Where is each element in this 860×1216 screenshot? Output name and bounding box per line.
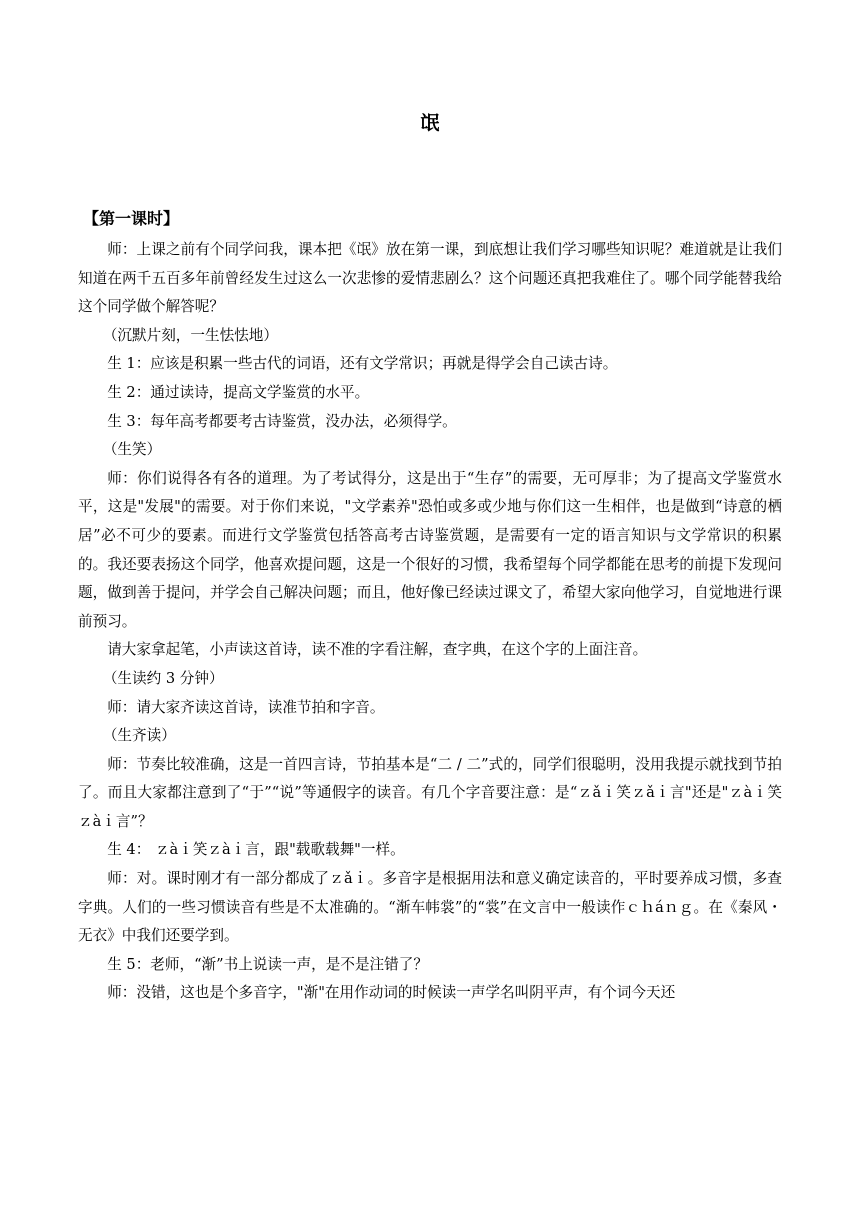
- paragraph: 师：你们说得各有各的道理。为了考试得分，这是出于“生存”的需要，无可厚非；为了提高文学鉴赏水平，这是"发展"的需要。对于你们来说，"文学素养"恐怕或多或少地与你们这一生相伴，也是做到“诗意的栖居”必不可少的要素。而进行文学鉴赏包括答高考古诗鉴赏题，是需要有一定的语言知识与文学常识的积累的。我还要表扬这个同学，他喜欢提问题，这是一个很好的习惯，我希望每个同学都能在思考的前提下发现问题，做到善于提问，并学会自己解决问题；而且，他好像已经读过课文了，希望大家向他学习，自觉地进行课前预习。: [78, 469, 782, 630]
- section-heading: 【第一课时】: [83, 209, 180, 228]
- paragraph: 生 4： ｚàｉ笑ｚàｉ言，跟"载歌载舞"一样。: [107, 841, 405, 859]
- document-body: [78, 236, 782, 1008]
- paragraph: 生 2：通过读诗，提高文学鉴赏的水平。: [107, 383, 370, 401]
- paragraph: （沉默片刻，一生怯怯地）: [102, 326, 278, 344]
- paragraph: 生 5：老师，“渐”书上说读一声，是不是注错了？: [107, 955, 428, 973]
- paragraph: 师：上课之前有个同学问我，课本把《氓》放在第一课，到底想让我们学习哪些知识呢？难道就是让我们知道在两千五百多年前曾经发生过这么一次悲惨的爱情悲剧么？这个问题还真把我难住了。哪个同学能替我给这个同学做个解答呢？: [78, 241, 782, 316]
- paragraph: 师：节奏比较准确，这是一首四言诗，节拍基本是“二 / 二”式的，同学们很聪明，没用我提示就找到节拍了。而且大家都注意到了“于”“说”等通假字的读音。有几个字音要注意：是“ｚǎｉ笑ｚǎｉ言"还是"ｚàｉ笑ｚàｉ言”？: [78, 755, 782, 830]
- paragraph: 师：对。课时刚才有一部分都成了ｚǎｉ。多音字是根据用法和意义确定读音的，平时要养成习惯，多查字典。人们的一些习惯读音有些是不太准确的。“渐车帏裳”的“裳”在文言中一般读作ｃｈáｎｇ。在《秦风・无衣》中我们还要学到。: [78, 870, 782, 945]
- document-title: 氓: [420, 112, 440, 134]
- paragraph: （生齐读）: [102, 727, 176, 745]
- paragraph: 请大家拿起笔，小声读这首诗，读不准的字看注解，查字典，在这个字的上面注音。: [107, 641, 648, 659]
- paragraph: 生 1：应该是积累一些古代的词语，还有文学常识；再就是得学会自己读古诗。: [107, 355, 618, 373]
- paragraph: 师：请大家齐读这首诗，读准节拍和字音。: [107, 698, 385, 716]
- paragraph: 生 3：每年高考都要考古诗鉴赏，没办法，必须得学。: [107, 412, 457, 430]
- paragraph: （生笑）: [102, 441, 162, 459]
- paragraph: （生读约 3 分钟）: [102, 669, 224, 687]
- paragraph: 师：没错，这也是个多音字，"渐"在用作动词的时候读一声学名叫阴平声，有个词今天还: [107, 984, 676, 1002]
